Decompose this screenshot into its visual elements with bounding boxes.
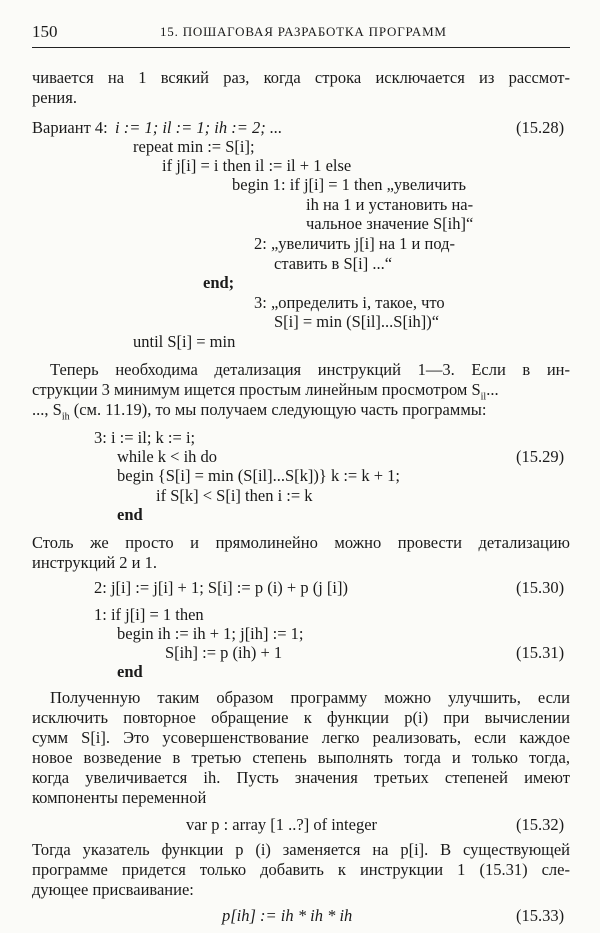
text-line: рения. bbox=[32, 88, 77, 107]
equation-number: (15.31) bbox=[516, 643, 565, 662]
code-line: begin 1: if j[i] = 1 then „увеличить bbox=[232, 175, 467, 194]
variant-label: Вариант 4: bbox=[32, 118, 108, 137]
text-line: чивается на 1 всякий раз, когда строка исключается из рассмот- bbox=[32, 68, 570, 87]
running-title: 15. ПОШАГОВАЯ РАЗРАБОТКА ПРОГРАММ bbox=[160, 24, 447, 39]
code-line: S[ih] := p (ih) + 1 bbox=[165, 643, 283, 662]
code-line: 3: i := il; k := i; bbox=[94, 428, 196, 447]
code-line: 1: if j[i] = 1 then bbox=[94, 605, 204, 624]
text-line: исключить повторное обращение к функции p(i) при вычислении bbox=[32, 708, 570, 727]
equation-number: (15.29) bbox=[516, 447, 565, 466]
code-line: repeat min := S[i]; bbox=[133, 137, 255, 156]
equation: var p : array [1 ..?] of integer bbox=[186, 815, 378, 834]
code-line: while k < ih do bbox=[117, 447, 218, 466]
code-line: чальное значение S[ih]“ bbox=[306, 214, 474, 233]
code-line: ih на 1 и установить на- bbox=[306, 195, 474, 214]
code-line: i := 1; il := 1; ih := 2; ... bbox=[115, 118, 283, 137]
code-line: end bbox=[117, 662, 143, 681]
code-line: ставить в S[i] ...“ bbox=[274, 254, 393, 273]
text-line: Тогда указатель функции p (i) заменяется на p[i]. В существующей bbox=[32, 840, 570, 859]
equation-number: (15.33) bbox=[516, 906, 565, 925]
text-line: инструкций 2 и 1. bbox=[32, 553, 158, 572]
equation: 2: j[i] := j[i] + 1; S[i] := p (i) + p (j [i]) bbox=[94, 578, 348, 597]
code-line: until S[i] = min bbox=[133, 332, 236, 351]
equation: p[ih] := ih * ih * ih bbox=[222, 906, 353, 925]
text-line: новое возведение в третью степень выполнять тогда и только тогда, bbox=[32, 748, 570, 767]
code-line: S[i] = min (S[il]...S[ih])“ bbox=[274, 312, 440, 331]
running-header bbox=[32, 22, 570, 44]
text-line: сумм S[i]. Это усовершенствование легко реализовать, если каждое bbox=[32, 728, 570, 747]
code-line: 2: „увеличить j[i] на 1 и под- bbox=[254, 234, 455, 253]
text-line: Теперь необходима детализация инструкций 1—3. Если в ин- bbox=[50, 360, 570, 379]
text-line: ..., $S_{ih}$ (см. 11.19), то мы получаем следующую часть программы: bbox=[32, 400, 487, 423]
code-line: end bbox=[117, 505, 143, 524]
header-rule bbox=[32, 47, 570, 48]
code-line: begin ih := ih + 1; j[ih] := 1; bbox=[117, 624, 304, 643]
equation-number: (15.28) bbox=[516, 118, 565, 137]
text-line: Полученную таким образом программу можно улучшить, если bbox=[50, 688, 570, 707]
code-line: end; bbox=[203, 273, 235, 292]
equation-number: (15.32) bbox=[516, 815, 565, 834]
text-line: Столь же просто и прямолинейно можно провести детализацию bbox=[32, 533, 570, 552]
equation-number: (15.30) bbox=[516, 578, 565, 597]
text-line: дующее присваивание: bbox=[32, 880, 194, 899]
text-line: программе придется только добавить к инструкции 1 (15.31) сле- bbox=[32, 860, 570, 879]
code-line: if j[i] = i then il := il + 1 else bbox=[162, 156, 352, 175]
text-line: струкции 3 минимум ищется простым линейным просмотром $S_{il}$... bbox=[32, 380, 499, 403]
page-number: 150 bbox=[32, 22, 58, 41]
text-line: когда увеличивается ih. Пусть значения третьих степеней имеют bbox=[32, 768, 570, 787]
code-line: if S[k] < S[i] then i := k bbox=[156, 486, 313, 505]
code-line: begin {S[i] = min (S[il]...S[k])} k := k + 1; bbox=[117, 466, 400, 485]
code-line: 3: „определить i, такое, что bbox=[254, 293, 445, 312]
text-line: компоненты переменной bbox=[32, 788, 207, 807]
